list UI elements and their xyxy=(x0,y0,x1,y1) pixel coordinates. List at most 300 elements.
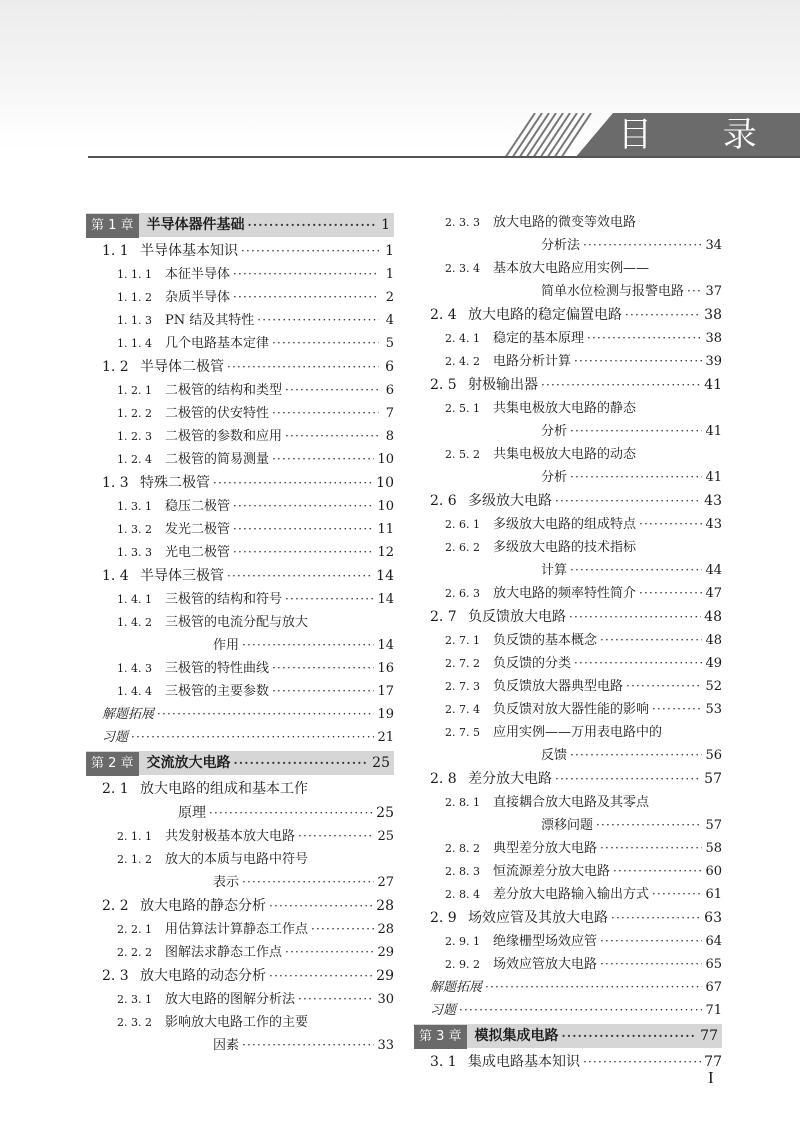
toc-leader-dots xyxy=(248,213,375,237)
toc-entry[interactable] xyxy=(414,767,722,791)
toc-leader-dots xyxy=(272,680,374,703)
toc-leader-dots xyxy=(298,988,374,1011)
toc-leader-dots xyxy=(541,373,701,397)
toc-entry-number: 1. 4. 4 xyxy=(117,685,152,698)
toc-leader-dots xyxy=(241,239,379,263)
toc-entry-number: 3. 1 xyxy=(430,1054,457,1070)
toc-entry-page: 29 xyxy=(377,945,394,960)
toc-leader-dots xyxy=(555,767,701,791)
toc-entry[interactable] xyxy=(86,988,394,1011)
toc-entry-title: 二极管的结构和类型 xyxy=(165,383,283,398)
toc-entry-title: PN 结及其特性 xyxy=(165,313,255,328)
toc-entry-page: 6 xyxy=(385,359,394,375)
toc-entry-number: 1. 4 xyxy=(102,568,129,584)
toc-entry-number: 1. 1. 3 xyxy=(117,314,152,327)
toc-entry-title: 解题拓展 xyxy=(102,707,155,722)
toc-entry[interactable] xyxy=(414,466,722,489)
toc-entry-page: 6 xyxy=(385,383,394,398)
toc-entry-title: 半导体器件基础 xyxy=(146,217,245,233)
toc-entry-title: 负反馈的基本概念 xyxy=(493,633,598,648)
toc-entry-title: 杂质半导体 xyxy=(165,290,231,305)
toc-entry-page: 67 xyxy=(705,980,722,995)
toc-entry[interactable] xyxy=(414,883,722,906)
toc-entry-page: 49 xyxy=(705,656,722,671)
toc-leader-dots xyxy=(242,634,374,657)
toc-leader-dots xyxy=(583,1050,701,1074)
toc-entry-page: 14 xyxy=(377,638,394,653)
toc-entry-number: 2. 5. 1 xyxy=(445,402,480,415)
toc-entry-title: 三极管的特性曲线 xyxy=(165,661,270,676)
toc-entry-number: 2. 6. 1 xyxy=(445,518,480,531)
toc-entry[interactable] xyxy=(86,355,394,379)
toc-entry-number: 2. 7. 1 xyxy=(445,634,480,647)
toc-entry[interactable] xyxy=(414,675,722,698)
toc-entry-page: 58 xyxy=(705,841,722,856)
toc-leader-dots xyxy=(562,1024,698,1048)
toc-leader-dots xyxy=(626,675,702,698)
toc-leader-dots xyxy=(227,355,379,379)
toc-entry-page: 65 xyxy=(705,957,722,972)
toc-entry[interactable] xyxy=(86,239,394,263)
toc-entry-number: 2. 7. 5 xyxy=(445,726,480,739)
toc-entry-page: 10 xyxy=(377,499,394,514)
toc-entry-title: 二极管的简易测量 xyxy=(165,452,270,467)
toc-leader-dots xyxy=(272,448,374,471)
toc-entry-page: 29 xyxy=(376,968,394,984)
toc-leader-dots xyxy=(570,466,702,489)
toc-entry[interactable] xyxy=(414,698,722,721)
toc-entry-page: 28 xyxy=(377,922,394,937)
toc-leader-dots xyxy=(600,953,702,976)
toc-entry[interactable] xyxy=(414,582,722,605)
toc-entry-title: 本征半导体 xyxy=(165,267,231,282)
toc-leader-dots xyxy=(587,327,702,350)
toc-leader-dots xyxy=(570,559,702,582)
toc-entry-number: 2. 8. 3 xyxy=(445,865,480,878)
toc-entry-title: 放大电路的组成和基本工作 xyxy=(140,781,308,797)
toc-entry[interactable] xyxy=(86,726,394,749)
toc-leader-dots xyxy=(569,605,701,629)
toc-leader-dots xyxy=(285,425,379,448)
toc-entry-title: 恒流源差分放大电路 xyxy=(493,864,611,879)
toc-entry-number: 2. 9 xyxy=(430,910,457,926)
toc-entry-page: 64 xyxy=(705,934,722,949)
toc-entry-page: 56 xyxy=(705,748,722,763)
page-title: 目 录 xyxy=(618,115,787,155)
toc-leader-dots xyxy=(600,629,702,652)
toc-leader-dots xyxy=(242,871,374,894)
toc-entry-title: 简单水位检测与报警电路 xyxy=(541,284,685,299)
toc-entry[interactable] xyxy=(86,425,394,448)
toc-entry[interactable] xyxy=(414,652,722,675)
toc-leader-dots xyxy=(213,471,373,495)
toc-entry-title: 三极管的电流分配与放大 xyxy=(165,615,309,630)
toc-entry-page: 19 xyxy=(377,707,394,722)
toc-entry-title: 反馈 xyxy=(541,748,568,763)
toc-entry[interactable] xyxy=(414,280,722,303)
toc-entry-page: 12 xyxy=(377,545,394,560)
toc-leader-dots xyxy=(233,518,374,541)
toc-entry-page: 14 xyxy=(376,568,394,584)
toc-entry[interactable] xyxy=(414,814,722,837)
toc-entry-page: 10 xyxy=(377,452,394,467)
toc-entry-page: 33 xyxy=(377,1038,394,1053)
toc-entry-title: 基本放大电路应用实例—— xyxy=(493,261,650,276)
toc-entry-title: 电路分析计算 xyxy=(493,354,572,369)
toc-entry-title: 直接耦合放大电路及其零点 xyxy=(493,795,650,810)
toc-leader-dots xyxy=(209,801,373,825)
toc-entry[interactable] xyxy=(414,953,722,976)
toc-entry[interactable] xyxy=(86,634,394,657)
toc-entry-number: 1. 4. 3 xyxy=(117,662,152,675)
toc-entry[interactable] xyxy=(86,309,394,332)
toc-entry-page: 7 xyxy=(385,406,394,421)
toc-entry[interactable] xyxy=(86,680,394,703)
toc-entry[interactable] xyxy=(414,397,722,420)
toc-entry[interactable] xyxy=(86,941,394,964)
toc-entry[interactable] xyxy=(414,629,722,652)
toc-entry[interactable] xyxy=(414,257,722,280)
toc-entry-number: 2. 5 xyxy=(430,377,457,393)
toc-leader-dots xyxy=(227,564,373,588)
toc-entry-title: 模拟集成电路 xyxy=(474,1028,559,1044)
toc-entry[interactable] xyxy=(86,588,394,611)
toc-entry-title: 负反馈放大电路 xyxy=(468,609,566,625)
toc-entry-page: 77 xyxy=(700,1028,718,1044)
toc-entry[interactable] xyxy=(414,721,722,744)
toc-entry-number: 第 2 章 xyxy=(86,752,139,776)
toc-leader-dots xyxy=(233,286,379,309)
toc-entry-number: 2. 6 xyxy=(430,493,457,509)
toc-entry-title: 应用实例——万用表电路中的 xyxy=(493,725,663,740)
toc-entry[interactable] xyxy=(86,703,394,726)
toc-entry-page: 48 xyxy=(705,633,722,648)
toc-entry-title: 计算 xyxy=(541,563,568,578)
toc-entry[interactable] xyxy=(86,518,394,541)
toc-entry-number: 2. 1. 2 xyxy=(117,853,152,866)
toc-entry-title: 图解法求静态工作点 xyxy=(165,945,283,960)
toc-entry-page: 53 xyxy=(705,702,722,717)
toc-entry[interactable] xyxy=(86,964,394,988)
toc-leader-dots xyxy=(625,303,701,327)
toc-entry[interactable] xyxy=(414,211,722,234)
toc-entry-number: 2. 1 xyxy=(102,781,129,797)
toc-leader-dots xyxy=(131,726,374,749)
toc-entry-number: 2. 8. 1 xyxy=(445,796,480,809)
toc-entry[interactable] xyxy=(414,1050,722,1074)
toc-entry-title: 三极管的主要参数 xyxy=(165,684,270,699)
toc-entry-number: 2. 9. 1 xyxy=(445,935,480,948)
toc-entry-title: 负反馈对放大器性能的影响 xyxy=(493,702,650,717)
toc-entry[interactable] xyxy=(414,999,722,1022)
toc-entry-number: 1. 3. 3 xyxy=(117,546,152,559)
toc-entry-title: 负反馈的分类 xyxy=(493,656,572,671)
toc-entry-number: 2. 2. 2 xyxy=(117,946,152,959)
toc-entry-title: 几个电路基本定律 xyxy=(165,336,270,351)
toc-entry[interactable] xyxy=(414,1024,722,1048)
toc-entry-number: 2. 8. 4 xyxy=(445,888,480,901)
toc-entry[interactable] xyxy=(86,777,394,801)
toc-entry[interactable] xyxy=(86,848,394,871)
toc-entry-title: 放大电路的图解分析法 xyxy=(165,992,296,1007)
toc-entry[interactable] xyxy=(414,373,722,397)
toc-leader-dots xyxy=(600,837,702,860)
toc-entry-title: 习题 xyxy=(102,730,129,745)
toc-entry-page: 38 xyxy=(704,307,722,323)
toc-entry-page: 21 xyxy=(377,730,394,745)
toc-entry-page: 25 xyxy=(376,805,394,821)
toc-entry[interactable] xyxy=(414,559,722,582)
toc-entry-page: 17 xyxy=(377,684,394,699)
toc-entry[interactable] xyxy=(414,303,722,327)
toc-entry-page: 2 xyxy=(385,290,394,305)
toc-entry[interactable] xyxy=(86,871,394,894)
toc-entry-title: 原理 xyxy=(178,805,206,821)
toc-leader-dots xyxy=(570,420,702,443)
toc-entry-page: 28 xyxy=(376,898,394,914)
toc-entry-title: 稳压二极管 xyxy=(165,499,231,514)
toc-leader-dots xyxy=(555,489,701,513)
toc-entry[interactable] xyxy=(86,495,394,518)
toc-entry[interactable] xyxy=(86,471,394,495)
toc-leader-dots xyxy=(233,495,374,518)
toc-entry[interactable] xyxy=(86,564,394,588)
toc-leader-dots xyxy=(639,513,702,536)
toc-entry[interactable] xyxy=(86,213,394,237)
toc-leader-dots xyxy=(574,350,702,373)
toc-entry-title: 分析 xyxy=(541,424,568,439)
toc-leader-dots xyxy=(272,332,379,355)
toc-entry[interactable] xyxy=(86,1034,394,1057)
toc-entry-number: 1. 2. 1 xyxy=(117,384,152,397)
toc-leader-dots xyxy=(285,588,374,611)
toc-entry-page: 41 xyxy=(704,377,722,393)
toc-entry[interactable] xyxy=(86,332,394,355)
toc-entry-title: 二极管的伏安特性 xyxy=(165,406,270,421)
toc-leader-dots xyxy=(574,652,702,675)
toc-entry-page: 71 xyxy=(705,1003,722,1018)
toc-entry[interactable] xyxy=(414,420,722,443)
toc-entry-page: 52 xyxy=(705,679,722,694)
toc-entry-title: 场效应管及其放大电路 xyxy=(468,910,608,926)
toc-entry[interactable] xyxy=(414,327,722,350)
toc-entry[interactable] xyxy=(414,234,722,257)
toc-entry-page: 61 xyxy=(705,887,722,902)
toc-entry[interactable] xyxy=(414,489,722,513)
toc-entry[interactable] xyxy=(86,825,394,848)
toc-entry-number: 2. 7. 3 xyxy=(445,680,480,693)
toc-entry-number: 2. 8. 2 xyxy=(445,842,480,855)
page-number: I xyxy=(708,1068,714,1087)
toc-entry-page: 25 xyxy=(377,829,394,844)
toc-entry-page: 1 xyxy=(385,243,394,259)
toc-entry-number: 2. 6. 3 xyxy=(445,587,480,600)
toc-entry[interactable] xyxy=(414,860,722,883)
toc-entry-page: 30 xyxy=(377,992,394,1007)
toc-entry[interactable] xyxy=(414,605,722,629)
toc-entry-title: 放大电路的频率特性简介 xyxy=(493,586,637,601)
toc-entry-number: 1. 3. 2 xyxy=(117,523,152,536)
toc-entry-number: 第 3 章 xyxy=(414,1025,467,1049)
toc-entry[interactable] xyxy=(86,657,394,680)
toc-entry-number: 2. 6. 2 xyxy=(445,541,480,554)
toc-entry-title: 三极管的结构和符号 xyxy=(165,592,283,607)
toc-entry[interactable] xyxy=(86,541,394,564)
toc-leader-dots xyxy=(596,814,702,837)
toc-entry-page: 43 xyxy=(704,493,722,509)
toc-entry-title: 特殊二极管 xyxy=(140,475,210,491)
toc-entry-number: 2. 7 xyxy=(430,609,457,625)
toc-entry-number: 2. 4 xyxy=(430,307,457,323)
toc-entry-title: 多级放大电路的组成特点 xyxy=(493,517,637,532)
toc-entry-number: 1. 1. 2 xyxy=(117,291,152,304)
toc-entry-number: 2. 3 xyxy=(102,968,129,984)
toc-entry-page: 41 xyxy=(705,470,722,485)
toc-entry-page: 8 xyxy=(385,429,394,444)
toc-entry[interactable] xyxy=(86,448,394,471)
toc-entry[interactable] xyxy=(414,837,722,860)
toc-entry-page: 25 xyxy=(372,755,390,771)
toc-entry-page: 77 xyxy=(704,1054,722,1070)
toc-entry-title: 稳定的基本原理 xyxy=(493,331,585,346)
toc-entry-number: 2. 4. 2 xyxy=(445,355,480,368)
toc-entry-page: 43 xyxy=(705,517,722,532)
toc-entry-title: 共集电极放大电路的动态 xyxy=(493,447,637,462)
toc-leader-dots xyxy=(583,234,702,257)
toc-entry[interactable] xyxy=(414,744,722,767)
toc-entry-number: 第 1 章 xyxy=(86,214,139,238)
toc-entry-page: 34 xyxy=(705,238,722,253)
toc-entry-number: 1. 4. 1 xyxy=(117,593,152,606)
toc-entry-title: 漂移问题 xyxy=(541,818,594,833)
toc-left-column xyxy=(86,211,394,1057)
toc-entry-page: 1 xyxy=(381,217,390,233)
toc-entry-number: 1. 2 xyxy=(102,359,129,375)
toc-entry[interactable] xyxy=(414,513,722,536)
toc-entry[interactable] xyxy=(414,930,722,953)
toc-entry-page: 41 xyxy=(705,424,722,439)
toc-entry-title: 半导体基本知识 xyxy=(140,243,238,259)
toc-entry[interactable] xyxy=(86,894,394,918)
toc-entry[interactable] xyxy=(86,263,394,286)
toc-entry-number: 2. 5. 2 xyxy=(445,448,480,461)
toc-entry-number: 1. 1. 4 xyxy=(117,337,152,350)
toc-leader-dots xyxy=(269,894,373,918)
toc-entry-number: 2. 2 xyxy=(102,898,129,914)
toc-entry[interactable] xyxy=(414,536,722,559)
toc-entry-page: 57 xyxy=(704,771,722,787)
toc-entry-title: 分析 xyxy=(541,470,568,485)
toc-entry-title: 习题 xyxy=(430,1003,457,1018)
toc-entry-title: 集成电路基本知识 xyxy=(468,1054,580,1070)
toc-entry-title: 因素 xyxy=(213,1038,240,1053)
toc-entry-title: 差分放大电路 xyxy=(468,771,552,787)
toc-entry-number: 1. 2. 4 xyxy=(117,453,152,466)
toc-entry[interactable] xyxy=(414,443,722,466)
toc-leader-dots xyxy=(242,1034,374,1057)
toc-entry-number: 2. 9. 2 xyxy=(445,958,480,971)
toc-leader-dots xyxy=(257,309,379,332)
toc-entry[interactable] xyxy=(86,918,394,941)
toc-entry-page: 5 xyxy=(385,336,394,351)
toc-entry-title: 多级放大电路 xyxy=(468,493,552,509)
toc-entry-title: 发光二极管 xyxy=(165,522,231,537)
toc-entry[interactable] xyxy=(414,906,722,930)
toc-entry[interactable] xyxy=(86,1011,394,1034)
toc-entry-number: 2. 2. 1 xyxy=(117,923,152,936)
toc-entry-page: 27 xyxy=(377,875,394,890)
toc-entry-number: 2. 7. 4 xyxy=(445,703,480,716)
toc-entry-number: 2. 8 xyxy=(430,771,457,787)
toc-leader-dots xyxy=(639,582,702,605)
toc-entry-page: 57 xyxy=(705,818,722,833)
toc-entry-page: 37 xyxy=(705,284,722,299)
toc-entry-number: 2. 7. 2 xyxy=(445,657,480,670)
toc-entry[interactable] xyxy=(414,350,722,373)
toc-entry-number: 2. 3. 3 xyxy=(445,216,480,229)
toc-entry[interactable] xyxy=(86,751,394,775)
toc-entry[interactable] xyxy=(414,791,722,814)
toc-entry-title: 交流放大电路 xyxy=(146,755,231,771)
toc-entry-title: 用估算法计算静态工作点 xyxy=(165,922,309,937)
toc-leader-dots xyxy=(285,941,374,964)
toc-entry-page: 47 xyxy=(705,586,722,601)
toc-leader-dots xyxy=(272,657,374,680)
toc-entry[interactable] xyxy=(414,976,722,999)
toc-leader-dots xyxy=(272,402,379,425)
toc-entry-title: 放大电路的静态分析 xyxy=(140,898,266,914)
toc-entry-title: 场效应管放大电路 xyxy=(493,957,598,972)
toc-leader-dots xyxy=(485,976,702,999)
toc-entry-page: 44 xyxy=(705,563,722,578)
toc-right-column xyxy=(414,211,722,1074)
toc-entry-title: 绝缘栅型场效应管 xyxy=(493,934,598,949)
toc-entry-page: 10 xyxy=(376,475,394,491)
toc-entry[interactable] xyxy=(86,379,394,402)
toc-entry-title: 表示 xyxy=(213,875,240,890)
toc-entry[interactable] xyxy=(86,611,394,634)
toc-entry[interactable] xyxy=(86,402,394,425)
toc-entry-title: 放大电路的微变等效电路 xyxy=(493,215,637,230)
toc-entry-title: 共发射极基本放大电路 xyxy=(165,829,296,844)
toc-entry-title: 多级放大电路的技术指标 xyxy=(493,540,637,555)
toc-entry-page: 16 xyxy=(377,661,394,676)
toc-leader-dots xyxy=(234,751,370,775)
toc-entry-page: 4 xyxy=(385,313,394,328)
toc-entry-number: 1. 4. 2 xyxy=(117,616,152,629)
toc-entry-title: 影响放大电路工作的主要 xyxy=(165,1015,309,1030)
toc-leader-dots xyxy=(687,280,702,303)
toc-entry-number: 1. 3. 1 xyxy=(117,500,152,513)
toc-leader-dots xyxy=(311,918,374,941)
toc-entry[interactable] xyxy=(86,286,394,309)
toc-entry-number: 1. 2. 3 xyxy=(117,430,152,443)
toc-entry-title: 光电二极管 xyxy=(165,545,231,560)
toc-entry-title: 射极输出器 xyxy=(468,377,538,393)
toc-entry-title: 二极管的参数和应用 xyxy=(165,429,283,444)
toc-entry-number: 1. 3 xyxy=(102,475,129,491)
toc-entry-title: 典型差分放大电路 xyxy=(493,841,598,856)
toc-leader-dots xyxy=(570,744,702,767)
toc-entry-page: 63 xyxy=(704,910,722,926)
toc-entry-title: 解题拓展 xyxy=(430,980,483,995)
toc-entry-title: 半导体二极管 xyxy=(140,359,224,375)
toc-leader-dots xyxy=(157,703,374,726)
toc-entry[interactable] xyxy=(86,801,394,825)
toc-entry-page: 60 xyxy=(705,864,722,879)
toc-entry-page: 38 xyxy=(705,331,722,346)
toc-entry-page: 11 xyxy=(377,522,394,537)
